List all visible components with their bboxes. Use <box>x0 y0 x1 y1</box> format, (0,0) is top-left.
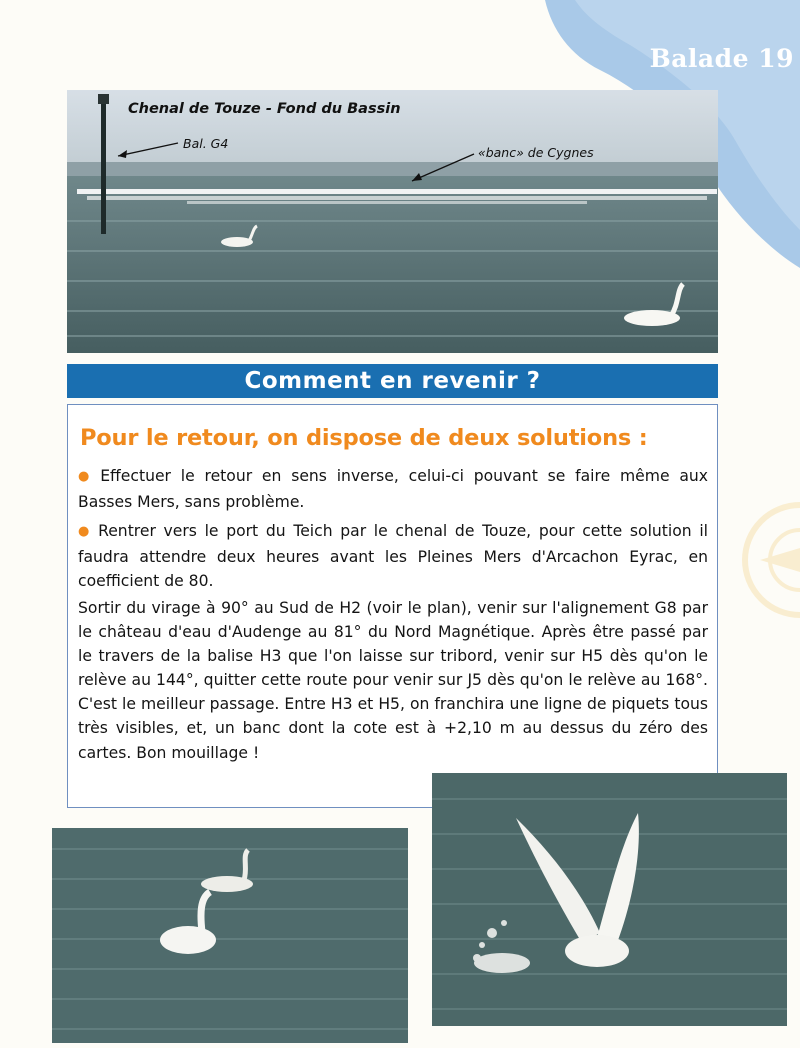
photo-swan-splash <box>432 773 787 1026</box>
bullet-item-1 <box>78 464 708 514</box>
instructions-paragraph: Sortir du virage à 90° au Sud de H2 (voir le plan), venir sur l'alignement G8 par le château d'eau d'Audenge au 81° du Nord Magnétique. Après être passé par le travers de la balise H3 que l'on laisse sur tribord, venir sur H5 dès qu'on le relève au 144°, quitter cette route pour venir sur J5 dès qu'on le relève au 168°. C'est le meilleur passage. Entre H3 et H5, on franchira une ligne de piquets tous très visibles, et, un banc dont la cote est à +2,10 m au dessus du zéro des cartes. Bon mouillage ! <box>78 599 708 762</box>
photo-caption-title: Chenal de Touze - Fond du Bassin <box>128 101 401 117</box>
swan-front <box>160 926 216 954</box>
subheading: Pour le retour, on dispose de deux solutions : <box>80 425 648 451</box>
compass-rose-watermark <box>745 505 800 615</box>
buoy-pole <box>101 98 106 234</box>
bullet-icon: ● <box>78 469 95 484</box>
photo-caption-buoy: Bal. G4 <box>183 136 229 151</box>
bullet-text-2: Rentrer vers le port du Teich par le chenal de Touze, pour cette solution il faudra attendre deux heures avant les Pleines Mers d'Arcachon Eyrac, en coefficient de 80. <box>78 522 709 591</box>
page-tag: Balade 19 <box>649 44 794 73</box>
bullet-icon: ● <box>78 524 93 539</box>
section-banner: Comment en revenir ? <box>67 364 718 398</box>
bullet-text-1: Effectuer le retour en sens inverse, celui-ci pouvant se faire même aux Basses Mers, sans problème. <box>78 467 709 512</box>
photo-swans-channel <box>67 90 718 353</box>
swan-mid <box>221 237 253 247</box>
bullet-item-2 <box>78 519 708 593</box>
photo-two-swans <box>52 828 408 1043</box>
photo-caption-swans: «banc» de Cygnes <box>478 145 594 160</box>
